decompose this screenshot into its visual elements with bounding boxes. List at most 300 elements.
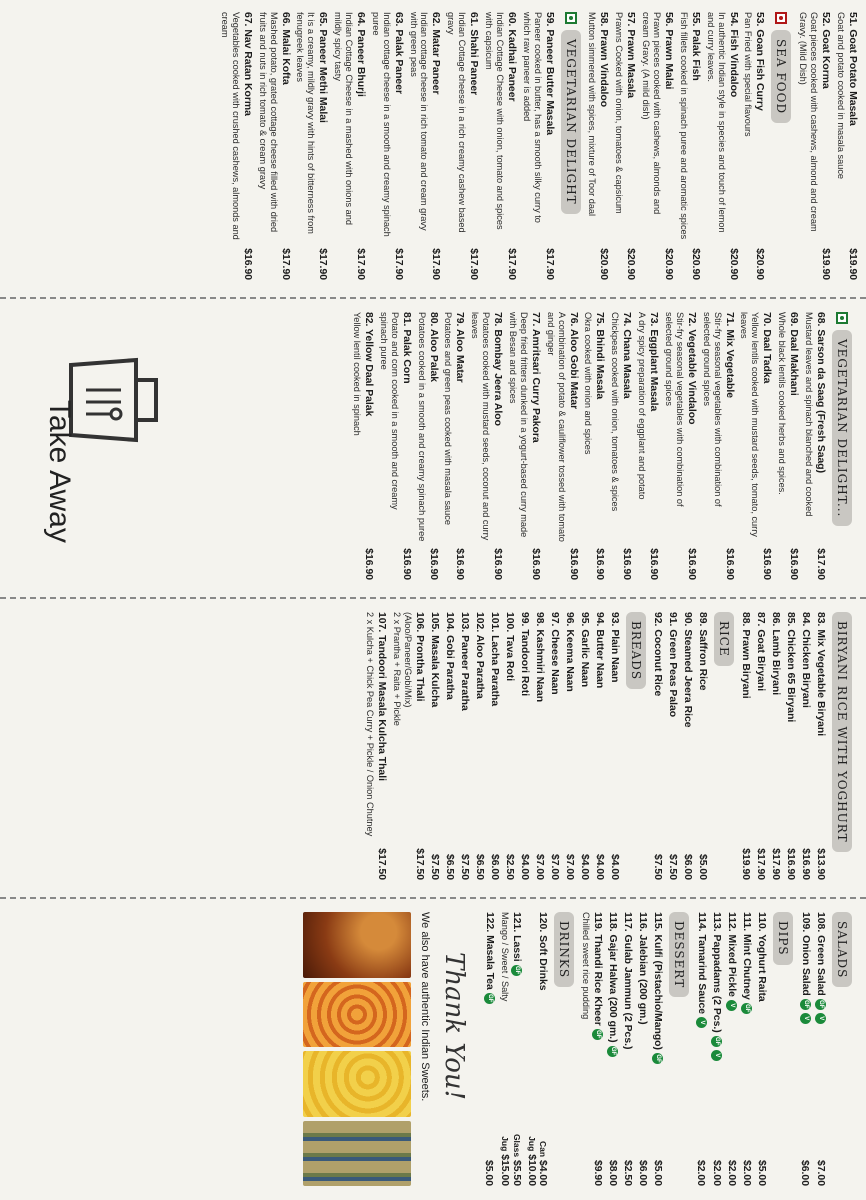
section-header-seafood [771, 12, 791, 280]
item-name: 76. Aloo Gobi Matar [567, 312, 579, 410]
section-header-dips [774, 912, 794, 1186]
menu-item [800, 912, 811, 1186]
menu-item [613, 12, 636, 280]
item-name: 97. Cheese Naan [549, 612, 560, 695]
section-header-salads [832, 912, 852, 1186]
menu-panel-1 [0, 0, 866, 294]
item-name: 51. Goat Potato Masala [847, 12, 858, 126]
item-desc: Potatoes cooked in a smooth and creamy spinach puree [416, 312, 427, 542]
gluten-free-icon: GF [592, 1029, 603, 1040]
item-name: 115. Kulfi (Pistachio/Mango) [652, 912, 664, 1050]
item-price: $2.00 [726, 1159, 737, 1186]
item-price: $17.50 [414, 848, 425, 880]
sweets-note: We also have authentic Indian Sweets. [419, 912, 432, 1102]
menu-item [499, 912, 522, 1186]
item-price: $4.00 [536, 1159, 548, 1186]
item-name: 91. Green Peas Palao [667, 612, 678, 718]
item-price: $4.00 [519, 853, 530, 880]
item-price: $17.90 [755, 848, 766, 880]
menu-item [815, 612, 826, 880]
menu-item [797, 12, 831, 280]
item-name: 78. Bombay Jeera Aloo [492, 312, 504, 426]
item-price: $17.90 [317, 248, 329, 280]
item-desc: Vegetables cooked with crushed cashews, almonds and cream [219, 12, 241, 240]
item-price: $19.90 [847, 248, 858, 280]
item-name: 107. Tandoori Masala Kulcha Thali [376, 612, 388, 781]
item-name: 88. Prawn Biryani [740, 612, 751, 699]
menu-item [726, 912, 737, 1186]
item-desc: 2 x Kulcha + Chick Pea Curry + Pickle / Onion Chutney [365, 612, 376, 837]
item-name: 122. Masala Tea [483, 912, 495, 990]
item-price: $20.90 [662, 248, 674, 280]
item-desc: Whole black lentils cooked herbs and spices. [777, 312, 788, 495]
menu-item [609, 612, 620, 880]
item-price: $4.00 [609, 853, 620, 880]
menu-item [637, 912, 648, 1186]
gluten-free-icon: GF [511, 965, 522, 976]
item-name: 89. Saffron Rice [697, 612, 708, 691]
item-name: 95. Garlic Naan [579, 612, 590, 688]
menu-item [711, 912, 722, 1186]
menu-item [663, 312, 697, 580]
item-name: 59. Paneer Butter Masala [543, 12, 555, 136]
item-desc: Goat and potato cooked in masala sauce [836, 12, 846, 180]
menu-item [800, 612, 811, 880]
divider [0, 597, 866, 599]
menu-item [443, 312, 466, 580]
item-price: $16.90 [800, 848, 811, 880]
item-price: $15.00 [498, 1154, 510, 1186]
item-name: 60. Kadhai Paneer [505, 12, 517, 102]
item-name: 109. Onion Salad [799, 912, 811, 996]
item-price: $17.90 [468, 248, 480, 280]
item-name: 66. Malai Kofta [279, 12, 291, 85]
item-price: $16.90 [723, 548, 735, 580]
item-price: $19.90 [740, 848, 751, 880]
section-header-drinks [554, 912, 574, 1186]
item-name: 52. Goat Korma [820, 12, 832, 89]
item-price: $6.00 [799, 1159, 811, 1186]
item-price: $5.00 [652, 1159, 664, 1186]
section-title: VEGETARIAN DELIGHT [561, 30, 581, 214]
item-name: 98. Kashmiri Naan [534, 612, 545, 703]
item-name: 68. Sarson da Saag (Fresh Saag) [815, 312, 826, 474]
menu-item [609, 312, 632, 580]
item-desc: Indian Cottage Cheese with onion, tomato and spices with capsicum [483, 12, 505, 230]
item-name: 61. Shahi Paneer [468, 12, 480, 96]
menu-item [587, 12, 610, 280]
menu-item [408, 12, 442, 280]
item-price: $7.00 [549, 853, 560, 880]
item-name: 105. Masala Kulcha [429, 612, 440, 708]
item-price: $16.90 [788, 548, 800, 580]
menu-item [696, 912, 707, 1186]
gluten-free-icon: GF [484, 993, 495, 1004]
item-name: 54. Fish Vindaloo [727, 12, 739, 98]
menu-item [785, 612, 796, 880]
vegan-icon: V [696, 1017, 707, 1028]
item-name: 90. Steamed Jeera Rice [682, 612, 693, 728]
section-title: VEGETARIAN DELIGHT... [832, 330, 852, 526]
item-price: $16.90 [785, 848, 796, 880]
item-name: 53. Goan Fish Curry [754, 12, 766, 111]
menu-panel-2 [0, 300, 866, 594]
veg-icon [836, 312, 848, 324]
menu-item [257, 12, 291, 280]
item-price: $16.90 [621, 548, 633, 580]
menu-item [474, 612, 485, 880]
item-name: 114. Tamarind Sauce [695, 912, 707, 1015]
item-desc: Potatoes cooked with mustard seeds, coconut and curry leaves [470, 312, 492, 541]
item-price: $4.00 [594, 853, 605, 880]
sweets-photo [303, 1121, 411, 1187]
section-header-veg [561, 12, 581, 280]
item-price: $7.50 [459, 853, 470, 880]
item-name: 65. Paneer Methi Malai [317, 12, 329, 123]
menu-item [469, 312, 503, 580]
item-price: $6.50 [474, 853, 485, 880]
item-name: 75. Bhindi Masala [594, 312, 606, 400]
item-name: 58. Prawn Vindaloo [598, 12, 610, 108]
gluten-free-icon: GF [711, 1036, 722, 1047]
item-name: 64. Paneer Bhurji [354, 12, 366, 97]
item-name: 120. Soft Drinks [536, 912, 548, 991]
menu-item [583, 312, 606, 580]
menu-item [607, 912, 618, 1186]
item-price: $16.90 [400, 548, 412, 580]
menu-item [803, 312, 826, 580]
item-price: $16.90 [492, 548, 504, 580]
item-price: $2.50 [622, 1159, 634, 1186]
item-desc: Prawns Cooked with onion, tomatoes & capsicum [614, 12, 625, 214]
section-title: DESSERT [670, 912, 690, 997]
menu-item [636, 312, 659, 580]
item-price: $16.90 [761, 548, 773, 580]
menu-item [622, 912, 633, 1186]
item-price: $17.90 [543, 248, 555, 280]
item-price: $16.90 [529, 548, 541, 580]
item-name: 56. Prawn Malai [662, 12, 674, 90]
menu-item [579, 612, 590, 880]
item-desc: Potato and corn cooked in a smooth and creamy spinach puree [378, 312, 400, 510]
item-price: $17.90 [430, 248, 442, 280]
item-price: $16.90 [241, 248, 253, 280]
item-name: 121. Lassi [510, 912, 522, 962]
item-price: $4.00 [579, 853, 590, 880]
item-price: $16.90 [685, 548, 697, 580]
item-desc: Okra cooked with onion and spices [583, 312, 594, 455]
item-name: 77. Amritsari Curry Pakora [529, 312, 541, 443]
item-desc: Indian cottage cheese in rich tomato and cream gravy with green peas [408, 12, 430, 231]
gluten-free-icon: GF [607, 1046, 618, 1057]
item-name: 70. Daal Tadka [761, 312, 773, 384]
item-price: $20.90 [754, 248, 766, 280]
menu-item [682, 612, 693, 880]
item-name: 57. Prawn Masala [625, 12, 637, 99]
item-desc: Chickpeas cooked with onion, tomatoes & spices [610, 312, 621, 512]
menu-item [504, 612, 515, 880]
item-price: $6.00 [489, 853, 500, 880]
item-name: 74. Chana Masala [621, 312, 633, 399]
menu-item [370, 12, 404, 280]
menu-item [507, 312, 541, 580]
section-title: BREADS [626, 612, 646, 689]
item-name: 92. Coconut Rice [652, 612, 663, 697]
item-price: $16.90 [648, 548, 660, 580]
vegan-icon: V [711, 1050, 722, 1061]
item-desc: Indian Cottage cheese in a rich creamy cashew based gravy [446, 12, 468, 233]
item-name: 93. Plain Naan [609, 612, 620, 683]
menu-item [652, 912, 663, 1186]
menu-item [521, 12, 555, 280]
item-price: $7.50 [652, 853, 663, 880]
sweets-photo [303, 1051, 411, 1117]
gluten-free-icon: GF [653, 1053, 664, 1064]
menu-item [526, 912, 548, 1186]
menu-item [701, 312, 735, 580]
item-price: $6.00 [682, 853, 693, 880]
item-name: 71. Mix Vegetable [723, 312, 735, 399]
item-desc: A combination of potato & cauliflower tossed with tomato and ginger [545, 312, 567, 542]
veg-icon [565, 12, 577, 24]
item-price: $17.50 [376, 848, 388, 880]
gluten-free-icon: GF [742, 1003, 753, 1014]
menu-item [219, 12, 253, 280]
menu-item [416, 312, 439, 580]
item-name: 69. Daal Makhani [788, 312, 800, 396]
item-name: 73. Eggplant Masala [648, 312, 660, 412]
menu-item [667, 612, 678, 880]
item-name: 113. Pappadams (2 Pcs.) [710, 912, 722, 1033]
menu-item [483, 912, 494, 1186]
sweets-photo [303, 982, 411, 1048]
menu-panel-4 [0, 900, 866, 1200]
item-name: 116. Jalebian (200 gm.) [637, 912, 649, 1025]
item-name: 83. Mix Vegetable Biryani [815, 612, 826, 737]
item-name: 67. Nav Ratan Korma [241, 12, 253, 116]
item-price: $2.00 [695, 1159, 707, 1186]
menu-item [378, 312, 412, 580]
sweets-photos [303, 912, 411, 1186]
item-price: $16.90 [594, 548, 606, 580]
item-price: $20.90 [598, 248, 610, 280]
item-name: 99. Tandoori Roti [519, 612, 530, 697]
item-price: $2.00 [710, 1159, 722, 1186]
item-price: $20.90 [689, 248, 701, 280]
vegan-icon: V [800, 1013, 811, 1024]
menu-item [652, 612, 663, 880]
item-desc: Stir-fry seasonal vegetables with combination of selected ground spices [663, 312, 685, 507]
item-name: 119. Thandi Rice Kheer [591, 912, 603, 1026]
item-price: $7.00 [564, 853, 575, 880]
item-price: $5.00 [697, 853, 708, 880]
section-title: BIRYANI RICE WITH YOGHURT [832, 612, 852, 852]
menu-item [564, 612, 575, 880]
item-desc: Mango / Sweet / Salty [499, 912, 510, 1002]
item-desc: In authentic Indian style in species and touch of lemon and curry leaves. [705, 12, 727, 233]
menu-item [743, 12, 766, 280]
item-name: 117. Gulab Jammun (2 Pcs.) [622, 912, 634, 1050]
item-price: $5.50 [510, 1159, 522, 1186]
section-title: SALADS [832, 912, 852, 987]
item-desc: Indian cottage cheese in a smooth and creamy spinach puree [370, 12, 392, 237]
item-price: $17.90 [505, 248, 517, 280]
item-name: 101. Lacha Paratha [489, 612, 500, 707]
item-desc: (Aloo/Paneer/Gobi/Mix) 2 x Prantha + Raita + Pickle [392, 612, 413, 726]
takeaway-label: Take Away [43, 400, 76, 543]
divider [0, 897, 866, 899]
item-desc: Pan Fried with special flavours [743, 12, 754, 137]
vegan-icon: V [815, 1013, 826, 1024]
item-price: $10.00 [525, 1154, 537, 1186]
item-price: $2.50 [504, 853, 515, 880]
non-veg-icon [775, 12, 787, 24]
section-header-breads [626, 612, 646, 880]
menu-item [580, 912, 603, 1186]
item-name: 63. Palak Paneer [392, 12, 404, 95]
section-header-rice [714, 612, 734, 880]
section-header-dessert [670, 912, 690, 1186]
item-name: 106. Prontha Thali [414, 612, 425, 702]
item-desc: Mashed potato, grated cottage cheese filled with dried fruits and nuts in rich tomato & cream gravy [257, 12, 279, 233]
menu-panel-3 [0, 600, 866, 894]
menu-item [429, 612, 440, 880]
item-price: $5.00 [483, 1159, 495, 1186]
item-desc: A dry spicy preparation of eggplant and potato [637, 312, 648, 500]
item-name: 85. Chicken 65 Biryani [785, 612, 796, 723]
item-price: $16.90 [362, 548, 374, 580]
gluten-free-icon: GF [815, 999, 826, 1010]
section-header-biryani [832, 612, 852, 880]
section-title: RICE [714, 612, 734, 666]
menu-item [835, 12, 858, 280]
menu-item [534, 612, 545, 880]
item-desc: Goat pieces cooked with cashews, almond and cream Gravy. (Mild Dish) [798, 12, 820, 232]
menu-item [459, 612, 470, 880]
item-name: 72. Vegetable Vindaloo [685, 312, 697, 425]
takeaway-bag-icon [66, 340, 176, 460]
item-price: $5.00 [756, 1159, 768, 1186]
item-price: $6.50 [444, 853, 455, 880]
item-price: $19.90 [820, 248, 832, 280]
item-desc: Stir-fry seasonal vegetables with combination of selected ground spices [701, 312, 723, 507]
item-name: 82. Yellow Daal Palak [362, 312, 374, 417]
item-price: $6.00 [637, 1159, 649, 1186]
item-desc: It is a creamy, mildly gravy with hints of bitterness from fenugreek leaves [295, 12, 317, 234]
thank-you-text: Thank You! [439, 952, 470, 1101]
section-header-veg-continued [832, 312, 852, 580]
section-title: DIPS [774, 912, 794, 965]
item-name: 79. Aloo Matar [454, 312, 466, 383]
item-price: $7.50 [667, 853, 678, 880]
menu-item [545, 312, 579, 580]
item-name: 87. Goat Biryani [755, 612, 766, 692]
item-price: $17.90 [770, 848, 781, 880]
menu-item [391, 612, 425, 880]
vegan-icon: V [726, 1000, 737, 1011]
menu-item [755, 612, 766, 880]
item-name: 80. Aloo Palak [427, 312, 439, 383]
menu-item [519, 612, 530, 880]
menu-item [697, 612, 708, 880]
divider [0, 297, 866, 299]
item-name: 103. Paneer Paratha [459, 612, 470, 711]
size-label: Can [537, 1141, 548, 1158]
item-price: $20.90 [625, 248, 637, 280]
item-name: 118. Gajar Halwa (200 gm.) [607, 912, 618, 1043]
section-title: SEA FOOD [771, 30, 791, 123]
item-desc: Yellow lentils cooked with mustard seeds, tomato, curry leaves [739, 312, 761, 537]
item-desc: Indian Cottage Cheese in a mashed with onions and mildly spicy tasty [333, 12, 354, 225]
item-name: 81. Palak Corn [400, 312, 412, 384]
menu-item [364, 612, 387, 880]
item-name: 55. Palak Fish [689, 12, 701, 81]
menu-item [549, 612, 560, 880]
item-desc: Fish fillets cooked in spinach puree and aromatic spices [678, 12, 689, 240]
item-name: 94. Butter Naan [594, 612, 605, 689]
menu-item [640, 12, 674, 280]
item-price: $16.90 [454, 548, 466, 580]
item-name: 111. Mint Chutney [741, 912, 753, 1000]
item-desc: Chilled sweet rice pudding [580, 912, 591, 1020]
item-price: $17.90 [279, 248, 291, 280]
menu-item [445, 12, 479, 280]
menu-item [757, 912, 768, 1186]
item-price: $16.90 [427, 548, 439, 580]
item-name: 112. Mixed Pickle [726, 912, 737, 997]
item-name: 110. Yoghurt Raita [756, 912, 768, 1002]
item-price: $7.00 [814, 1159, 826, 1186]
menu-item [705, 12, 739, 280]
menu-item [741, 912, 752, 1186]
item-price: $7.50 [429, 853, 440, 880]
gluten-free-icon: GF [800, 999, 811, 1010]
menu-item [678, 12, 701, 280]
menu-item [815, 912, 826, 1186]
item-name: 84. Chicken Biryani [800, 612, 811, 708]
item-name: 100. Tava Roti [504, 612, 515, 682]
item-price: $17.90 [815, 548, 826, 580]
item-name: 62. Matar Paneer [430, 12, 442, 95]
section-title: DRINKS [554, 912, 574, 987]
item-name: 108. Green Salad [814, 912, 826, 996]
item-desc: Deep fried fritters dunked in a yogurt-based curry made with Besan and spices [507, 312, 529, 538]
menu-item [489, 612, 500, 880]
item-name: 86. Lamb Biryani [770, 612, 781, 696]
menu-item [776, 312, 799, 580]
menu-item [351, 312, 374, 580]
item-desc: Prawn pieces cooked with cashews, almonds and cream Gravy. (A mild dish) [641, 12, 662, 215]
takeaway-graphic [26, 340, 176, 570]
size-label: Jug [526, 1136, 537, 1152]
item-price: $17.90 [354, 248, 366, 280]
menu-item [295, 12, 329, 280]
item-desc: Mustard leaves and spinach blanched and cooked [804, 312, 814, 517]
item-name: 102. Aloo Paratha [474, 612, 485, 699]
item-price: $7.00 [534, 853, 545, 880]
menu-item [594, 612, 605, 880]
item-price: $8.00 [607, 1159, 618, 1186]
size-label: Glass [511, 1133, 522, 1158]
item-price: $16.90 [567, 548, 579, 580]
item-desc: Mutton simmered with spices, mixture of Toor daal [587, 12, 598, 217]
item-price: $20.90 [727, 248, 739, 280]
item-price: $2.00 [741, 1159, 753, 1186]
size-label: Jug [499, 1136, 510, 1152]
menu-item [444, 612, 455, 880]
menu-item [770, 612, 781, 880]
menu-item [739, 312, 773, 580]
